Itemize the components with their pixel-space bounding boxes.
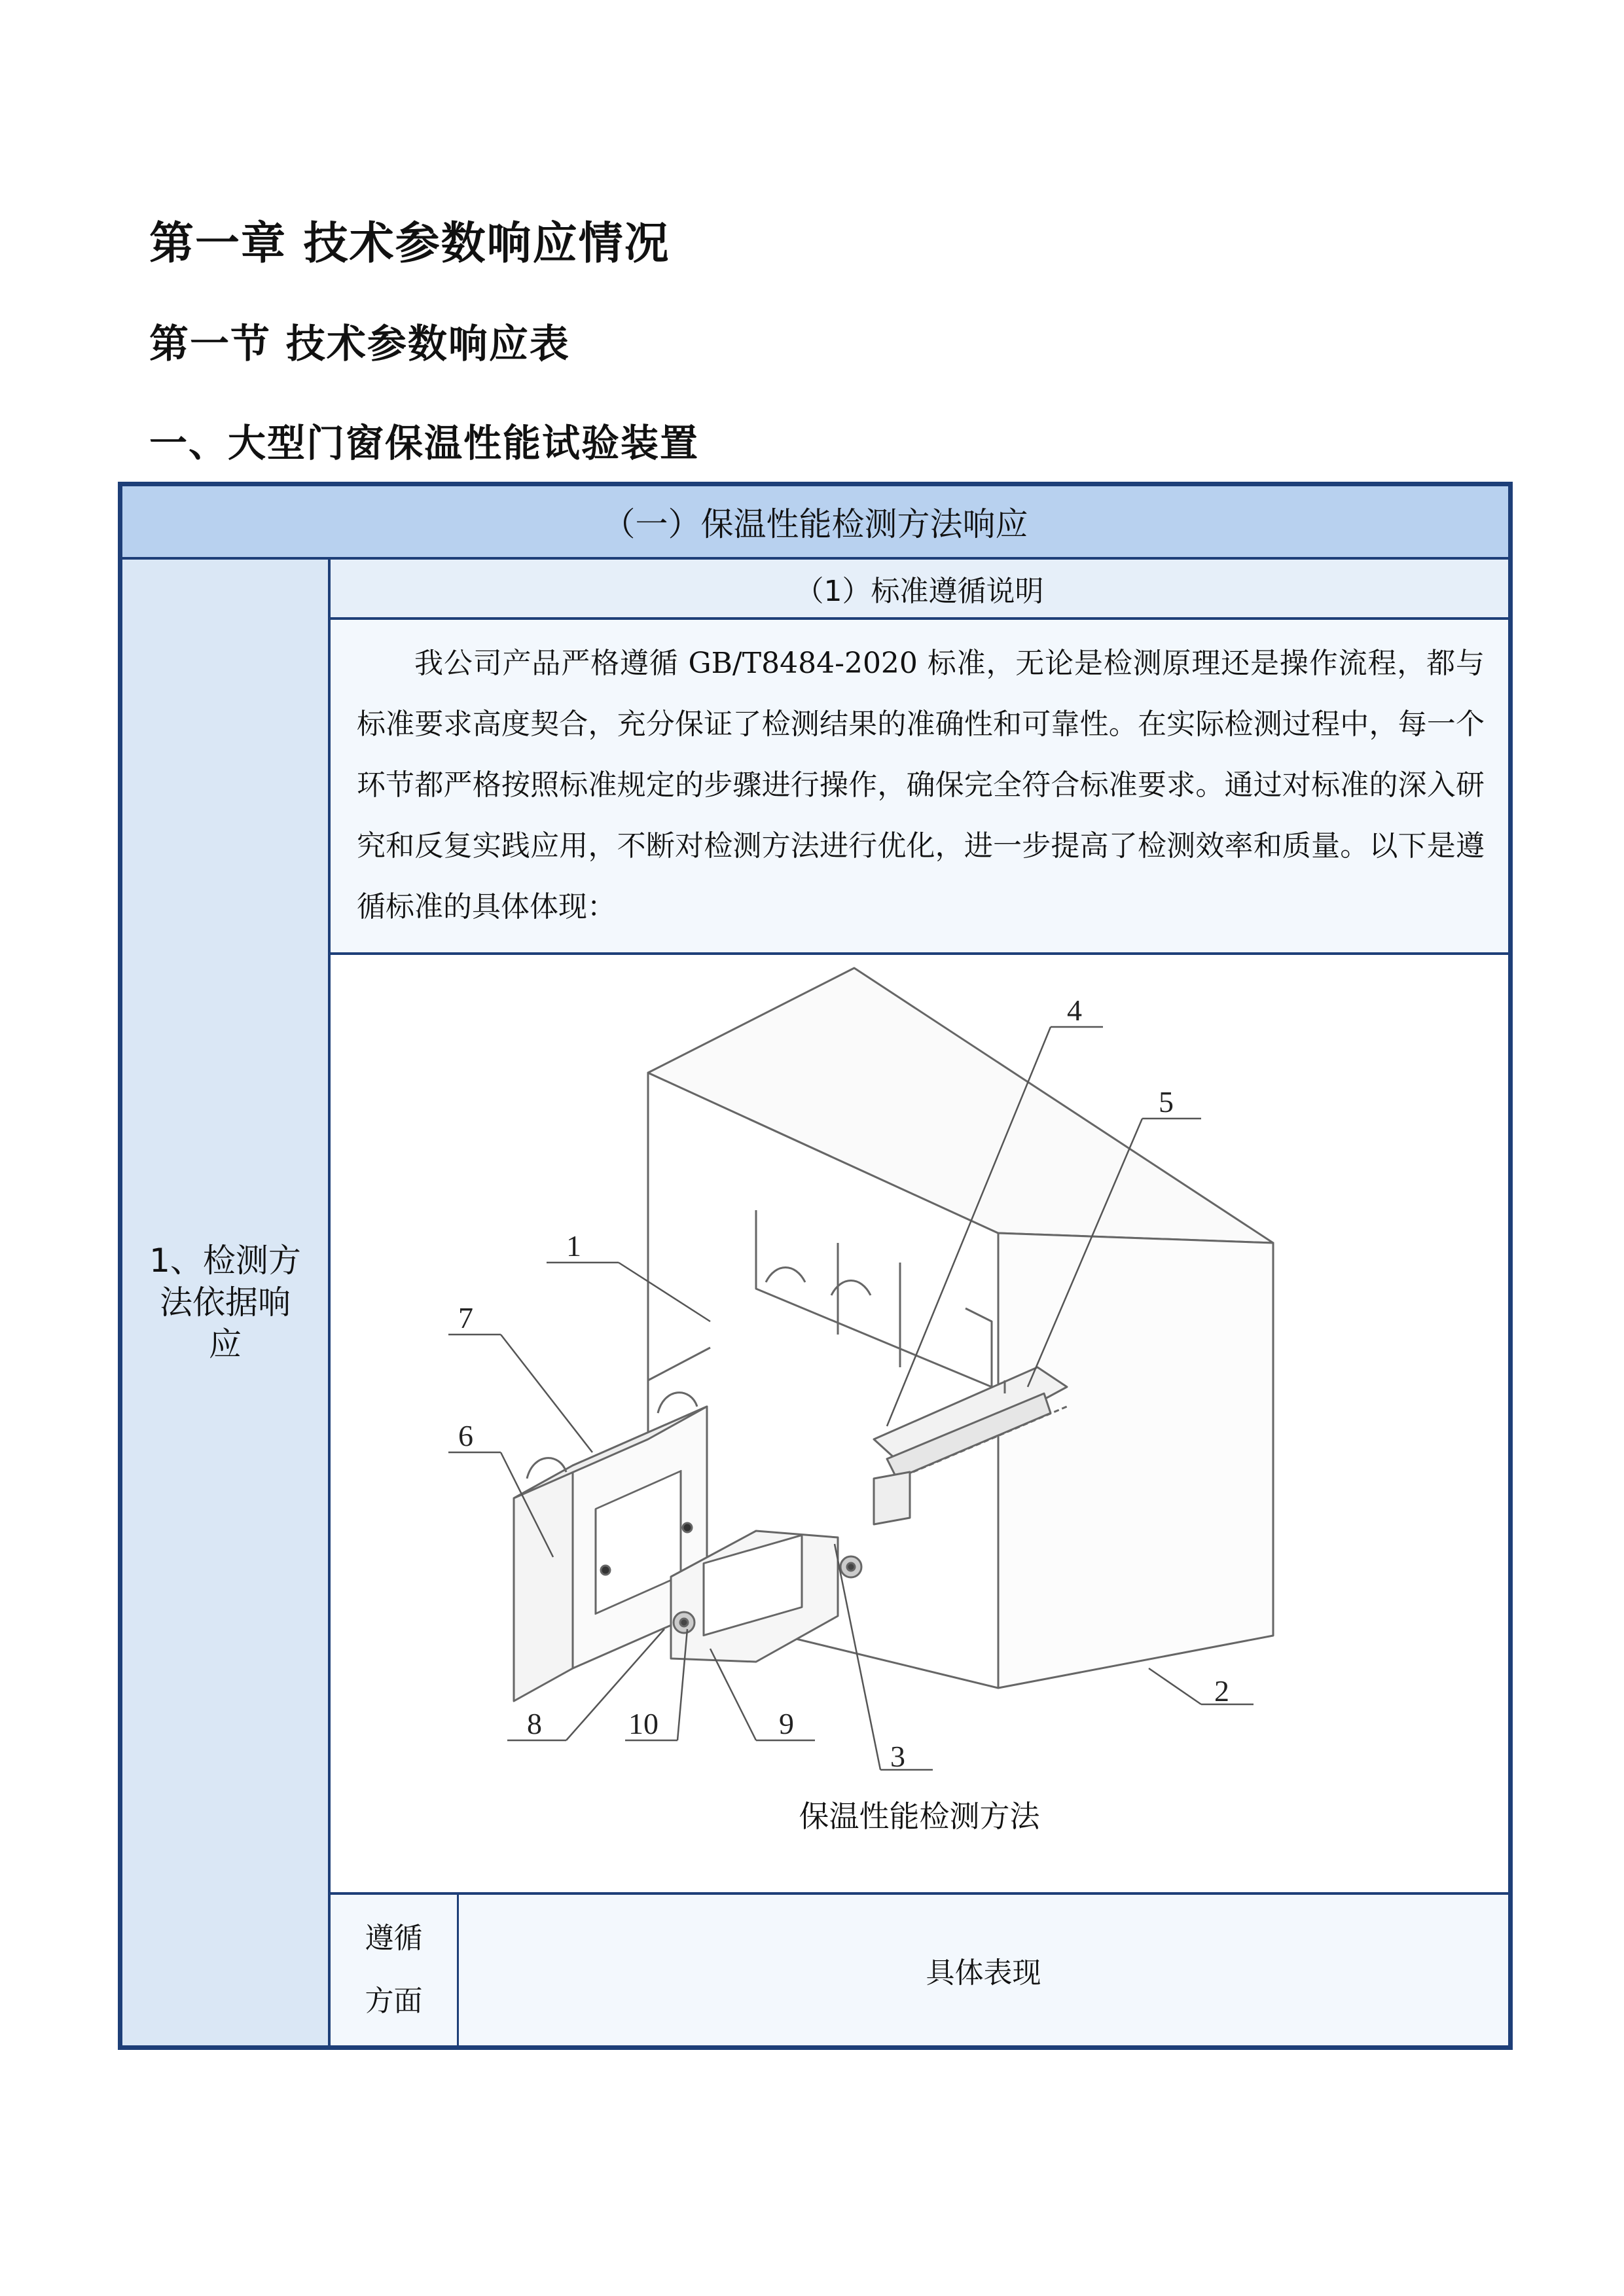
chamber-side-face (998, 1233, 1273, 1688)
callout-7: 7 (458, 1301, 473, 1335)
sub-header: （1）标准遵循说明 (331, 560, 1508, 620)
callout-1: 1 (566, 1229, 581, 1263)
figure-caption: 保温性能检测方法 (799, 1799, 1040, 1834)
callout-2: 2 (1214, 1674, 1229, 1708)
response-table (118, 482, 1513, 2050)
callout-4: 4 (1067, 994, 1082, 1027)
callout-6: 6 (458, 1419, 473, 1452)
paragraph-cell (331, 620, 1508, 955)
callout-3: 3 (890, 1740, 905, 1773)
callout-10: 10 (628, 1707, 659, 1740)
left-label: 1、检测方法依据响应 (149, 1242, 301, 1363)
footer-right-cell: 具体表现 (459, 1895, 1508, 2045)
test-apparatus-diagram (429, 955, 1411, 1780)
footer-left-cell (331, 1895, 459, 2045)
specimen-frame (514, 1465, 573, 1701)
item-heading: 一、大型门窗保温性能试验装置 (149, 421, 700, 465)
callout-5: 5 (1159, 1085, 1174, 1119)
callout-9: 9 (779, 1707, 794, 1740)
paragraph: 我公司产品严格遵循 GB/T8484-2020 标准，无论是检测原理还是操作流程，都与标准要求高度契合，充分保证了检测结果的准确性和可靠性。在实际检测过程中，每一个环节都严格按照标准规定的步骤进行操作，确保完全符合标准要求。通过对标准的深入研究和反复实践应用，不断对检测方法进行优化，进一步提高了检测效率和质量。以下是遵循标准的具体体现： (357, 647, 1485, 924)
chapter-heading: 第一章 技术参数响应情况 (149, 218, 670, 270)
callout-8: 8 (527, 1707, 542, 1740)
left-label-cell (122, 560, 331, 2045)
section-heading: 第一节 技术参数响应表 (149, 321, 570, 367)
footer-left-label: 遵循方面 (365, 1922, 423, 2018)
figure-cell (331, 955, 1508, 1895)
table-title: （一）保温性能检测方法响应 (122, 486, 1508, 560)
